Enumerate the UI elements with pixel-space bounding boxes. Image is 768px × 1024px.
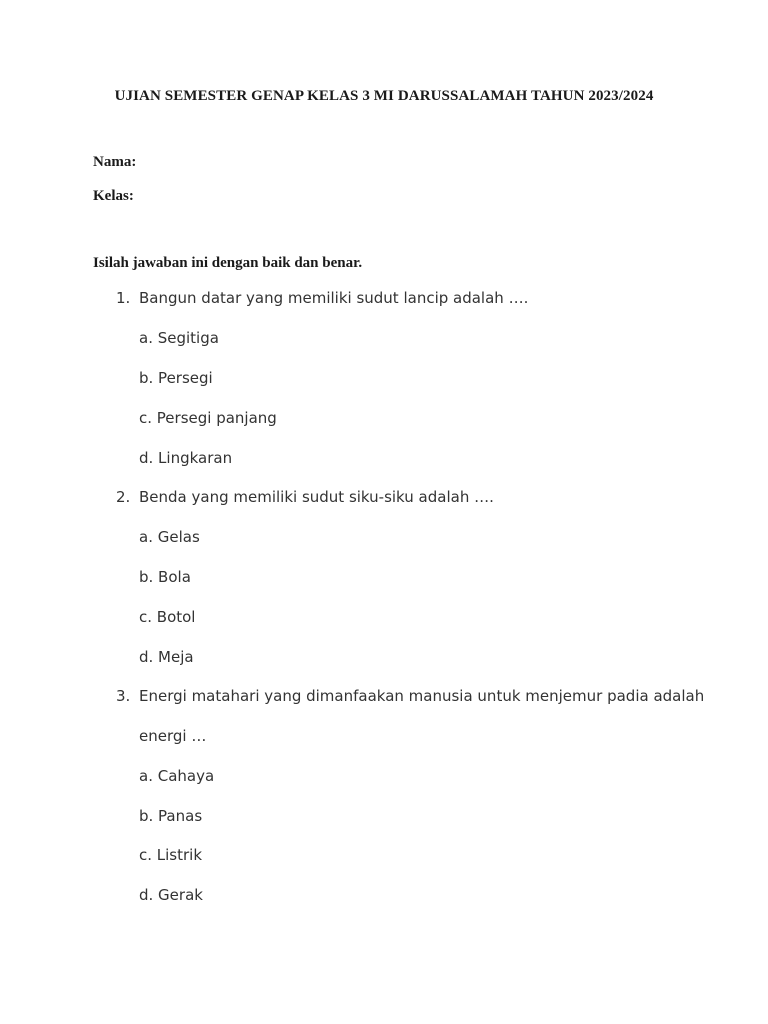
option-a: a. Gelas xyxy=(139,528,200,546)
option-b: b. Panas xyxy=(139,807,203,825)
question-text: Benda yang memiliki sudut siku-siku adalah …. xyxy=(139,488,494,506)
class-label: Kelas: xyxy=(93,188,134,204)
question-number: 1. xyxy=(116,289,131,307)
question-text-continued: energi … xyxy=(139,727,207,745)
option-b: b. Bola xyxy=(139,568,191,586)
name-label: Nama: xyxy=(93,154,137,170)
question-text: Bangun datar yang memiliki sudut lancip adalah …. xyxy=(139,289,529,307)
option-b: b. Persegi xyxy=(139,369,213,387)
option-d: d. Meja xyxy=(139,648,194,666)
option-c: c. Botol xyxy=(139,608,196,626)
document-title: UJIAN SEMESTER GENAP KELAS 3 MI DARUSSALAMAH TAHUN 2023/2024 xyxy=(114,88,654,104)
question-number: 3. xyxy=(116,687,131,705)
option-a: a. Cahaya xyxy=(139,767,215,785)
option-a: a. Segitiga xyxy=(139,329,219,347)
instruction-text: Isilah jawaban ini dengan baik dan benar. xyxy=(93,255,363,271)
option-c: c. Listrik xyxy=(139,846,203,864)
question-number: 2. xyxy=(116,488,131,506)
option-c: c. Persegi panjang xyxy=(139,409,277,427)
option-d: d. Gerak xyxy=(139,886,203,904)
option-d: d. Lingkaran xyxy=(139,449,233,467)
question-text: Energi matahari yang dimanfaakan manusia untuk menjemur padia adalah xyxy=(139,687,705,705)
